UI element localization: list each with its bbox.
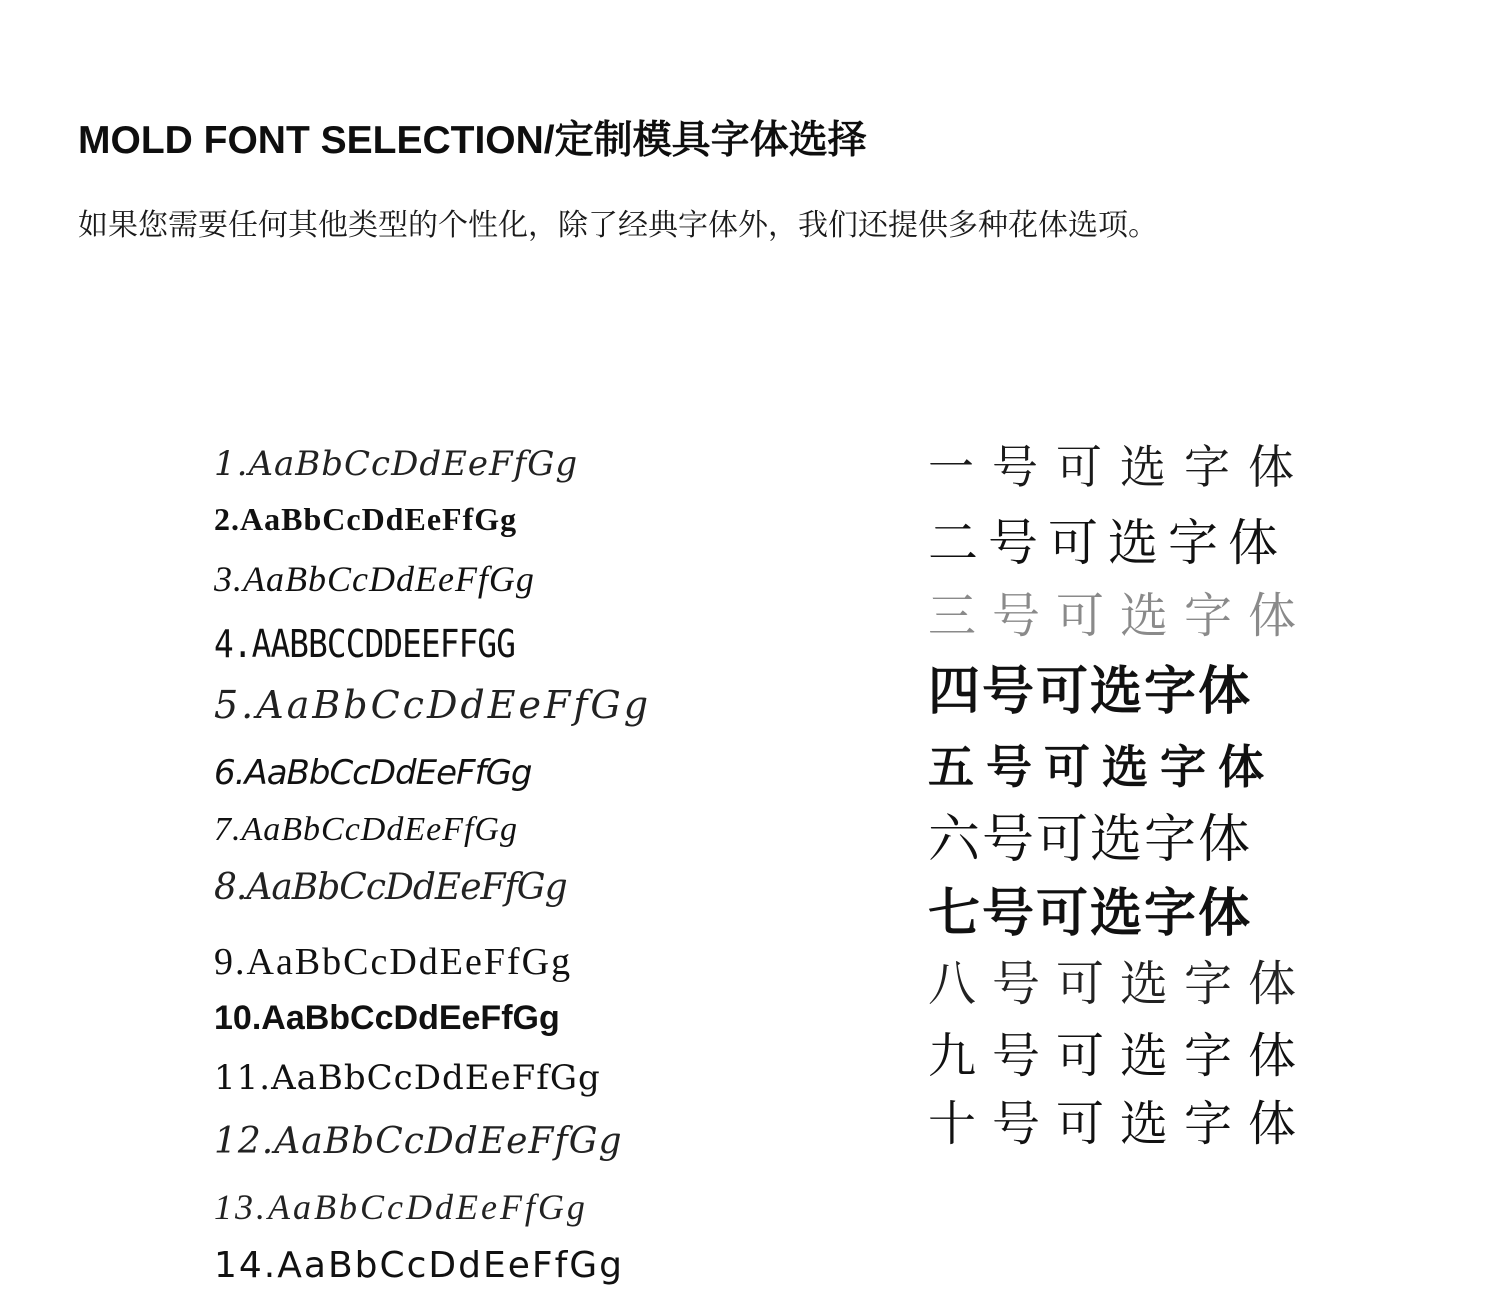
latin-font-sample-8[interactable]: 8.AaBbCcDdEeFfGg — [214, 867, 567, 908]
latin-font-sample-3[interactable]: 3.AaBbCcDdEeFfGg — [214, 559, 535, 599]
latin-font-sample-4[interactable]: 4.AABBCCDDEEFFGG — [214, 622, 516, 666]
chinese-font-sample-6[interactable]: 六号可选字体 — [928, 810, 1253, 870]
latin-font-sample-10[interactable]: 10.AaBbCcDdEeFfGg — [214, 999, 560, 1037]
latin-font-sample-2[interactable]: 2.AaBbCcDdEeFfGg — [214, 501, 518, 537]
chinese-font-sample-9[interactable]: 九号可选字体 — [928, 1028, 1313, 1084]
chinese-font-sample-3[interactable]: 三号可选字体 — [928, 588, 1313, 644]
latin-font-sample-7[interactable]: 7.AaBbCcDdEeFfGg — [214, 811, 518, 848]
latin-font-sample-14[interactable]: 14.AaBbCcDdEeFfGg — [214, 1245, 625, 1286]
chinese-font-sample-4[interactable]: 四号可选字体 — [928, 662, 1253, 722]
chinese-font-sample-8[interactable]: 八号可选字体 — [928, 956, 1313, 1012]
chinese-font-sample-7[interactable]: 七号可选字体 — [928, 884, 1253, 944]
latin-font-sample-12[interactable]: 12.AaBbCcDdEeFfGg — [214, 1121, 623, 1162]
latin-font-sample-13[interactable]: 13.AaBbCcDdEeFfGg — [214, 1187, 588, 1227]
page-title: MOLD FONT SELECTION/定制模具字体选择 — [78, 119, 867, 162]
chinese-font-sample-10[interactable]: 十号可选字体 — [928, 1096, 1313, 1152]
latin-font-sample-5[interactable]: 5.AaBbCcDdEeFfGg — [214, 683, 652, 727]
page-subtitle: 如果您需要任何其他类型的个性化，除了经典字体外，我们还提供多种花体选项。 — [78, 208, 1158, 243]
latin-font-sample-1[interactable]: 1.AaBbCcDdEeFfGg — [214, 444, 579, 484]
latin-font-sample-11[interactable]: 11.AaBbCcDdEeFfGg — [214, 1058, 601, 1098]
chinese-font-sample-2[interactable]: 二号可选字体 — [928, 514, 1288, 572]
chinese-font-sample-1[interactable]: 一号可选字体 — [928, 440, 1312, 494]
latin-font-sample-6[interactable]: 6.AaBbCcDdEeFfGg — [214, 753, 532, 793]
latin-font-sample-9[interactable]: 9.AaBbCcDdEeFfGg — [214, 941, 573, 983]
chinese-font-sample-5[interactable]: 五号可选字体 — [928, 740, 1276, 794]
